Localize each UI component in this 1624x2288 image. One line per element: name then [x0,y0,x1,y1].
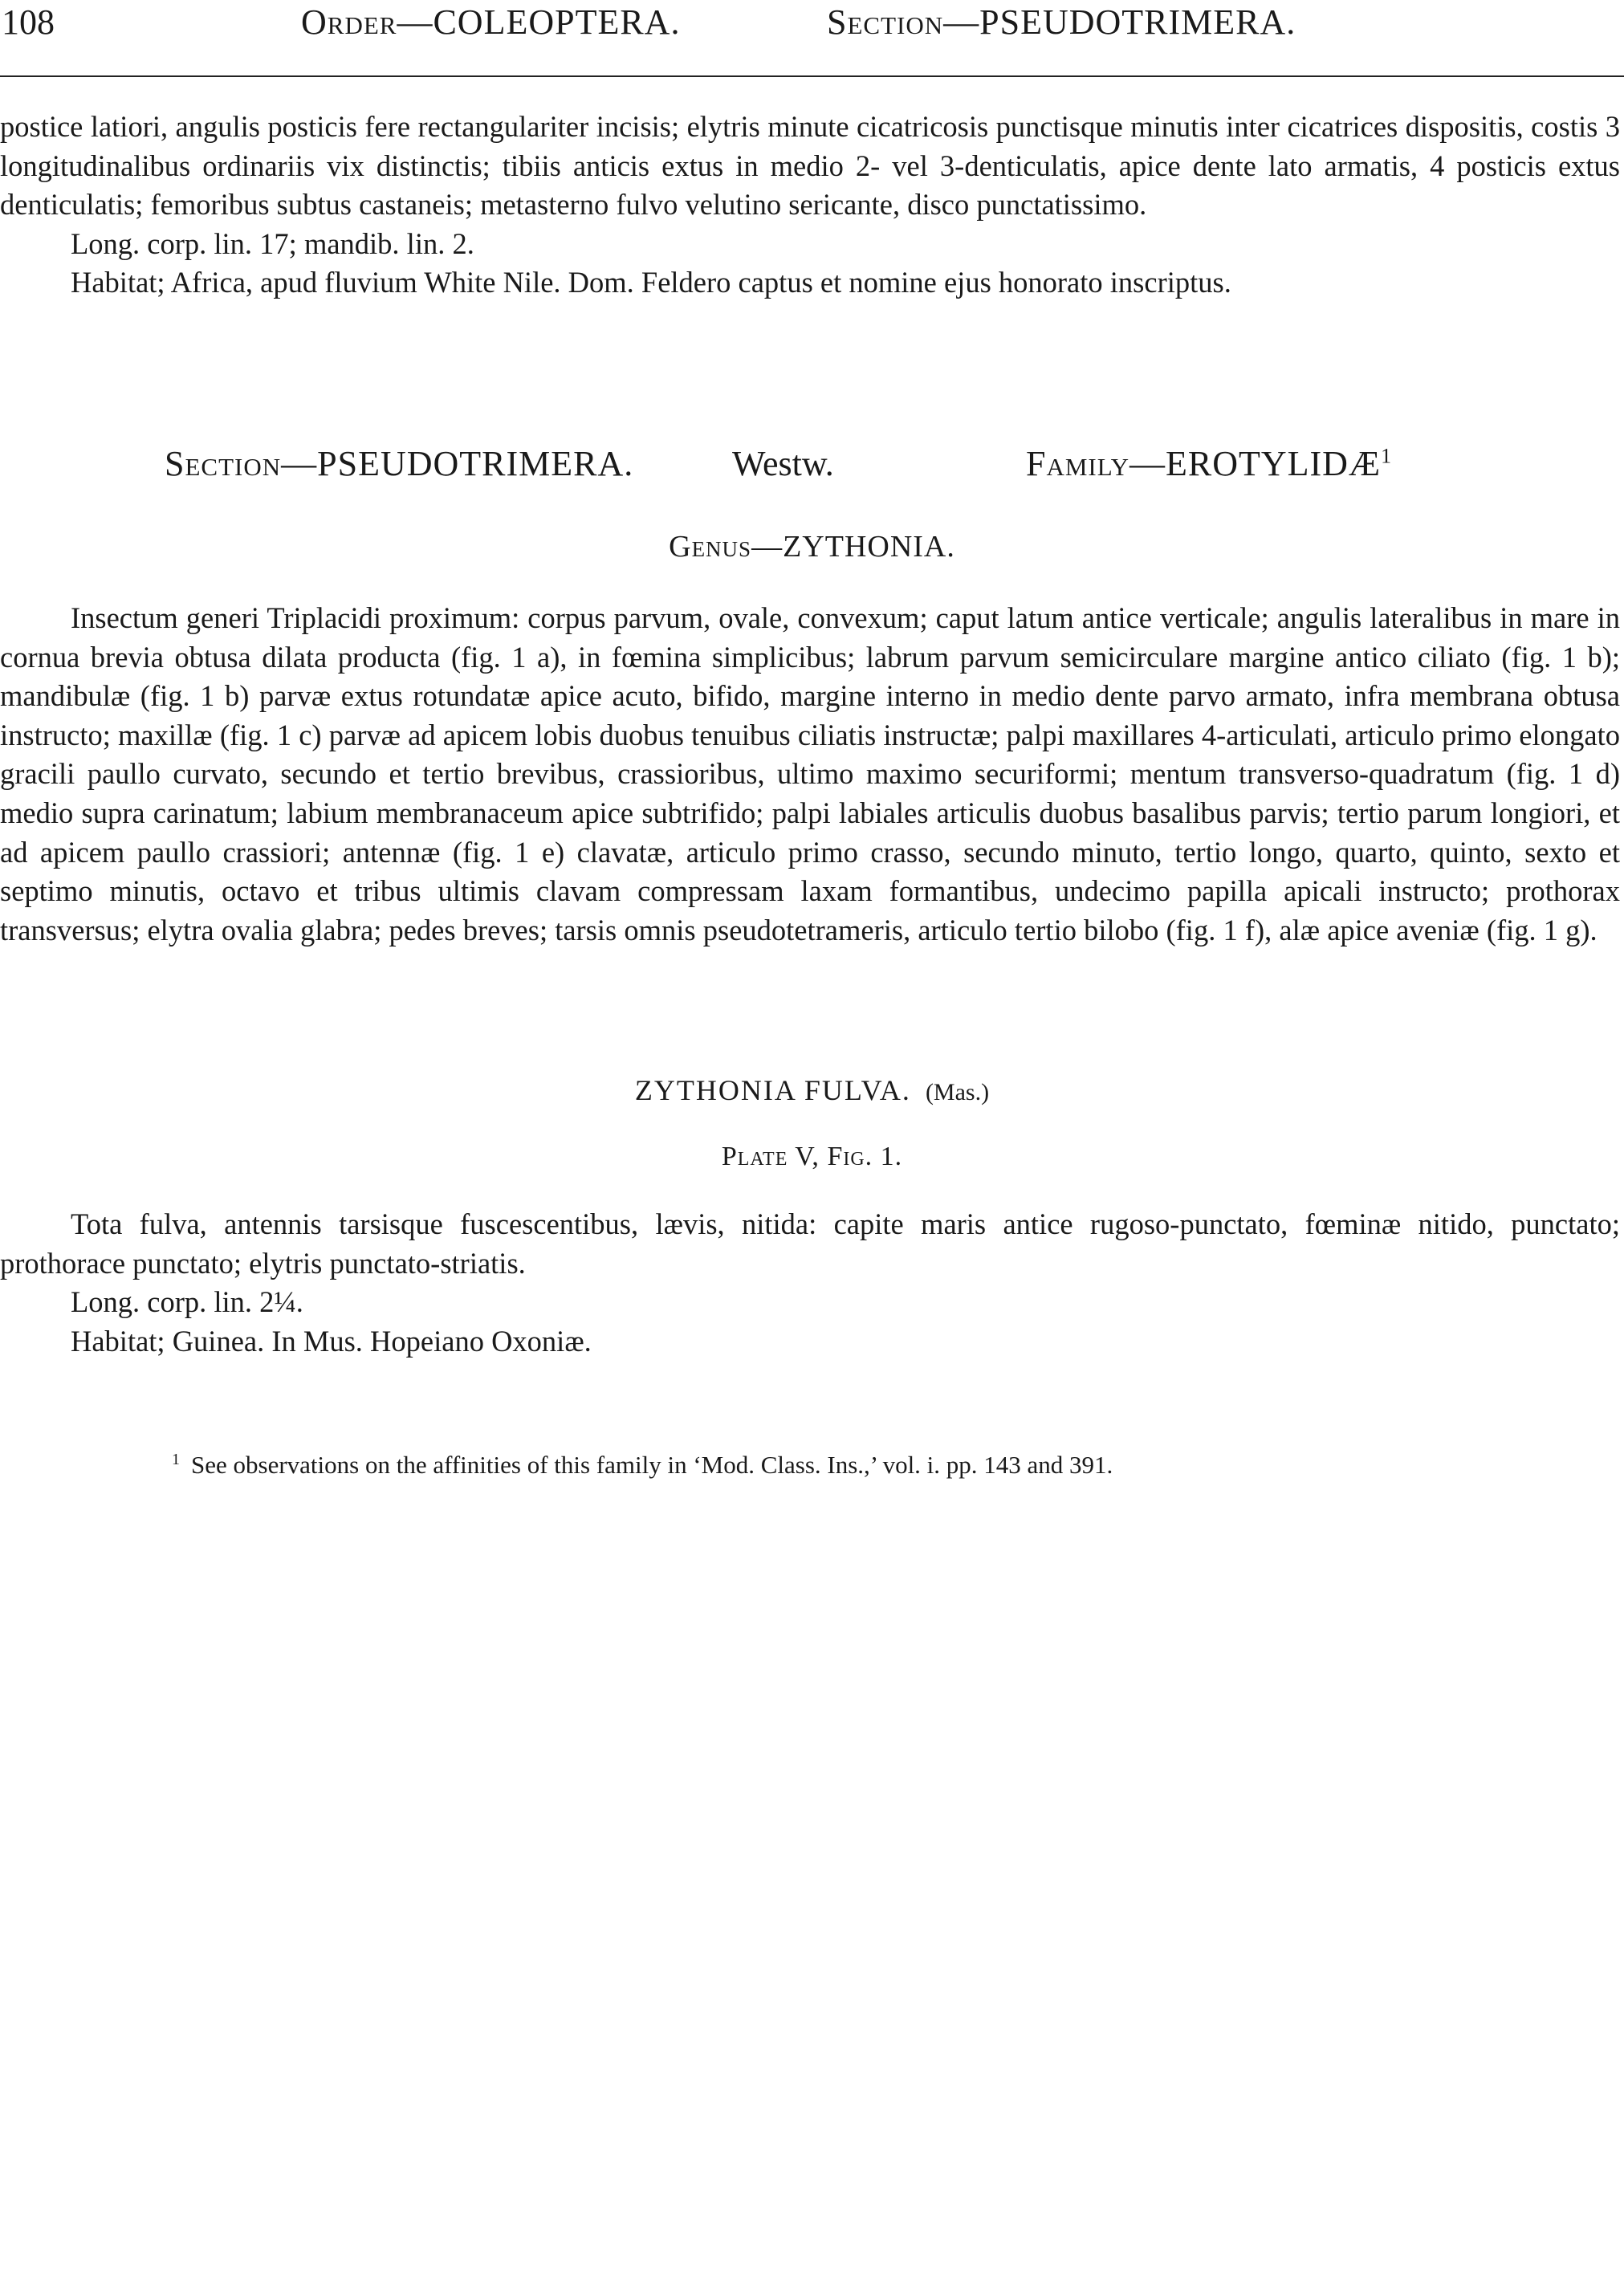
running-head-order-prefix: Order [301,2,397,42]
plate-reference [0,1140,1624,1174]
footnote-text: See observations on the affinities of this family in ‘Mod. Class. Ins.,’ vol. i. pp. 143 and 391. [191,1451,1113,1479]
species-length: Long. corp. lin. 2¼. [71,1285,303,1319]
running-head-section [827,2,1296,43]
genus-heading-main: —ZYTHONIA. [751,530,955,564]
running-head-section-prefix: Section [827,2,944,42]
running-header [0,0,1624,48]
genus-heading [0,528,1624,565]
species-heading [0,1073,1624,1110]
section-author: Westw. [732,444,834,483]
family-title [1026,443,1392,485]
footnote-reference: 1 [1381,444,1393,468]
footnote [172,1449,1601,1481]
running-head-order [301,2,680,43]
fig-number: 1. [880,1142,903,1171]
previous-species-block [0,108,1620,303]
section-title [165,443,633,485]
previous-species-habitat: Habitat; Africa, apud fluvium White Nile. Dom. Feldero captus et nomine ejus honorato inscriptus. [71,266,1231,299]
species-sex: (Mas.) [925,1079,990,1105]
section-title-prefix: Section [165,444,282,483]
genus-description-block [0,599,1620,950]
species-description-block [0,1205,1620,1361]
running-head-order-main: —COLEOPTERA. [397,2,681,42]
page-number: 108 [2,2,55,42]
footnote-mark: 1 [172,1450,180,1468]
previous-species-description: postice latiori, angulis posticis fere rectangulariter incisis; elytris minute cicatricosis punctisque minutis inter cicatrices dispositis, costis 3 longitudinalibus ordinariis vix distinctis; tibiis anticis extus in medio 2- vel 3-denticulatis, apice dente lato armatis, 4 posticis extus denticulatis; femoribus subtus castaneis; metasterno fulvo velutino sericante, disco punctatissimo. [0,110,1620,222]
fig-prefix: Fig. [827,1142,873,1171]
section-title-main: —PSEUDOTRIMERA. [281,444,634,483]
species-description: Tota fulva, antennis tarsisque fuscescentibus, lævis, nitida: capite maris antice rugoso-punctato, fœminæ nitido, punctato; prothorace punctato; elytris punctato-striatis. [0,1207,1620,1280]
plate-prefix: Plate [721,1142,788,1171]
species-name: ZYTHONIA FULVA. [634,1074,911,1106]
genus-description: Insectum generi Triplacidi proximum: corpus parvum, ovale, convexum; caput latum antice verticale; angulis lateralibus in mare in cornua brevia obtusa dilata producta (fig. 1 a), in fœmina simplicibus; labrum parvum semicirculare margine antico ciliato (fig. 1 b); mandibulæ (fig. 1 b) parvæ extus rotundatæ apice acuto, bifido, margine interno in medio dente parvo armato, infra membrana obtusa instructo; maxillæ (fig. 1 c) parvæ ad apicem lobis duobus tenuibus ciliatis instructæ; palpi maxillares 4-articulati, articulo primo elongato gracili paullo curvato, secundo et tertio brevibus, crassioribus, ultimo maximo securiformi; mentum transverso-quadratum (fig. 1 d) medio supra carinatum; labium membranaceum apice subtrifido; palpi labiales articulis duobus basalibus parvis; tertio parum longiori, et ad apicem paullo crassiori; antennæ (fig. 1 e) clavatæ, articulo primo crasso, secundo minuto, tertio longo, quarto, quinto, sexto et septimo minutis, octavo et tribus ultimis clavam compressam laxam formantibus, undecimo papilla apicali instructo; prothorax transversus; elytra ovalia glabra; pedes breves; tarsis omnis pseudotetrameris, articulo tertio bilobo (fig. 1 f), alæ apice aveniæ (fig. 1 g). [0,601,1620,947]
running-head-section-main: —PSEUDOTRIMERA. [943,2,1296,42]
species-habitat: Habitat; Guinea. In Mus. Hopeiano Oxoniæ. [71,1324,592,1358]
family-title-prefix: Family [1026,444,1129,483]
plate-number: V, [795,1142,820,1171]
header-rule [0,75,1624,77]
genus-heading-prefix: Genus [669,530,752,564]
family-title-main: —EROTYLIDÆ [1129,444,1382,483]
previous-species-length: Long. corp. lin. 17; mandib. lin. 2. [71,226,474,260]
